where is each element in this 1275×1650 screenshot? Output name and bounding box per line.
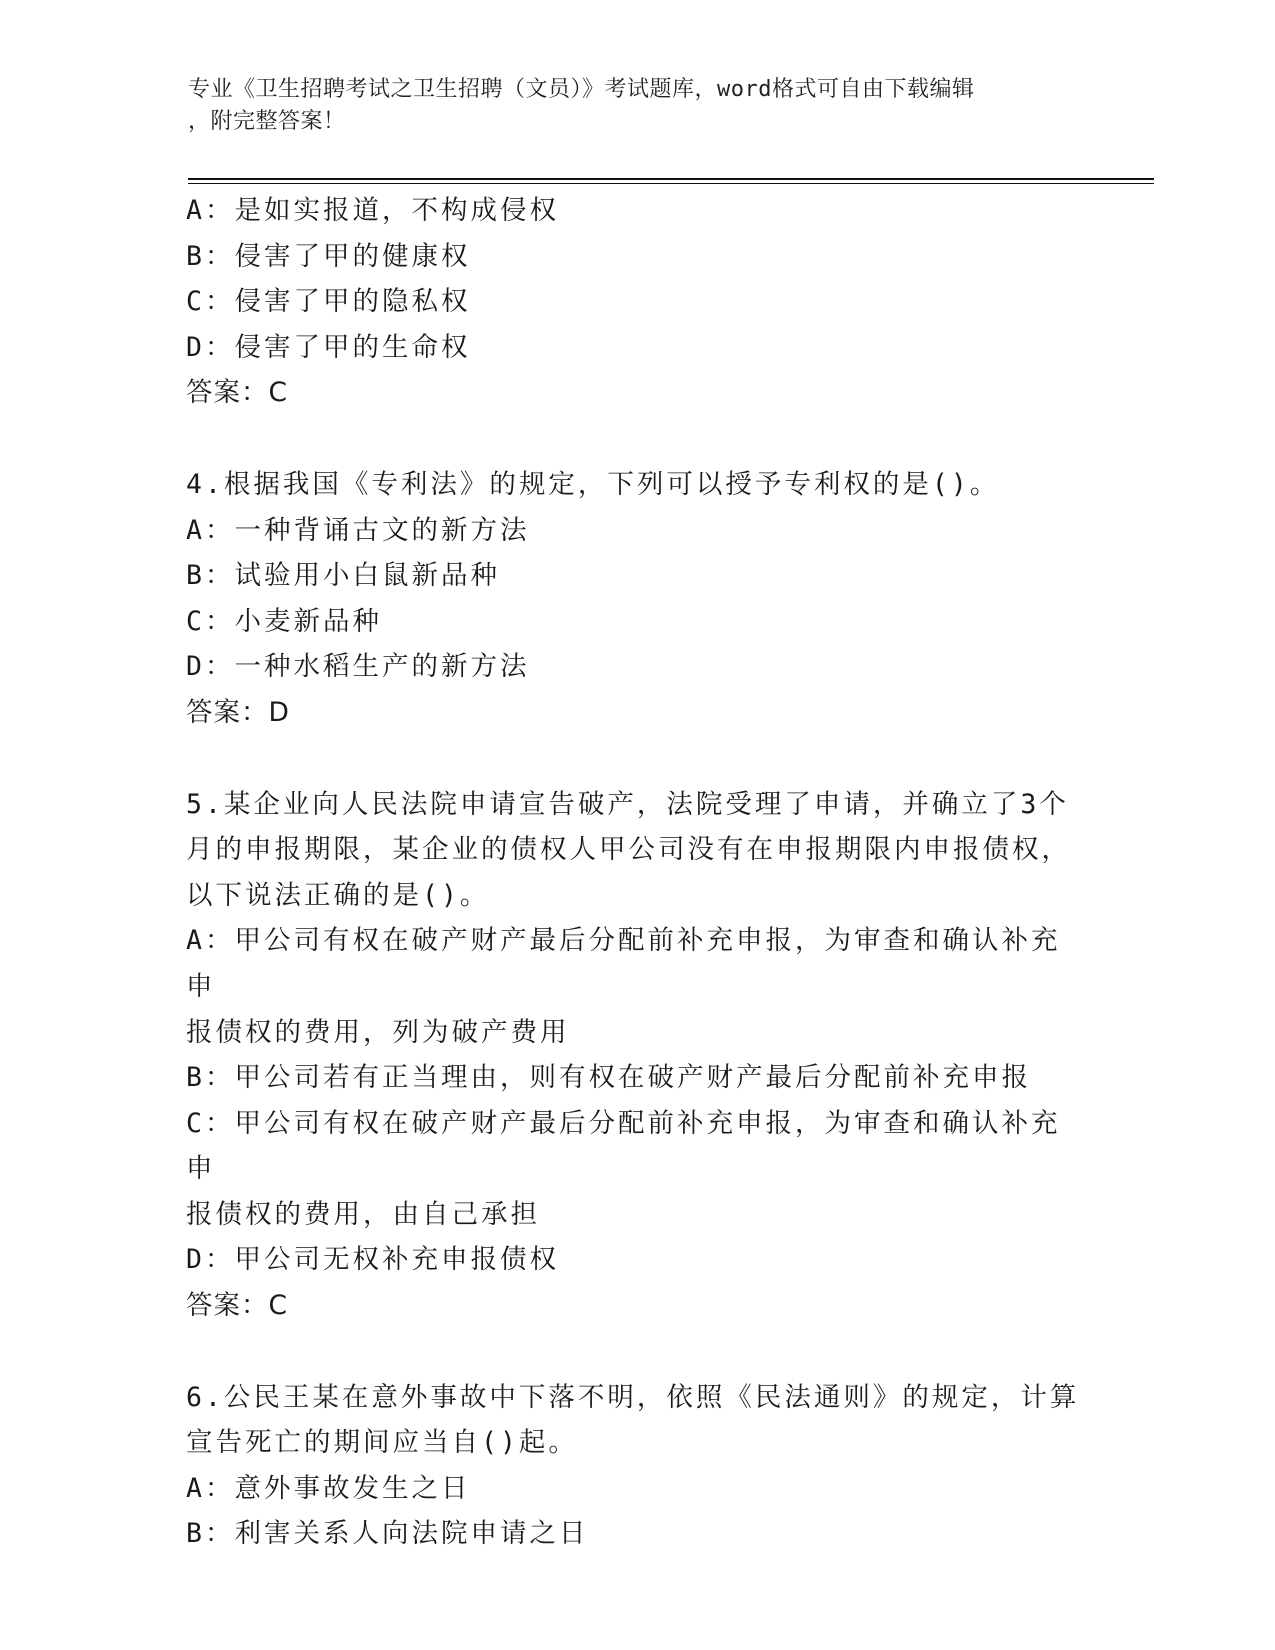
option-d: D：侵害了甲的生命权 <box>186 331 471 363</box>
header-line-1: 专业《卫生招聘考试之卫生招聘（文员）》考试题库，word格式可自由下载编辑 <box>188 77 975 102</box>
spacer <box>186 736 1086 782</box>
option-c: C：小麦新品种 <box>186 605 382 637</box>
question-text-line-3: 以下说法正确的是()。 <box>186 879 490 911</box>
answer: 答案：C <box>186 1290 289 1322</box>
spacer <box>186 416 1086 462</box>
header-line-2: ，附完整答案！ <box>188 109 346 134</box>
question-3-tail <box>186 188 1086 416</box>
option-b: B：甲公司若有正当理由，则有权在破产财产最后分配前补充申报 <box>186 1062 1031 1094</box>
option-a-line-2: 报债权的费用，列为破产费用 <box>186 1016 570 1048</box>
question-text-line-1: 5.某企业向人民法院申请宣告破产，法院受理了申请，并确立了3个 <box>186 788 1069 820</box>
option-a: A：意外事故发生之日 <box>186 1472 471 1504</box>
option-a: A：一种背诵古文的新方法 <box>186 514 530 546</box>
option-b: B：利害关系人向法院申请之日 <box>186 1518 589 1550</box>
option-a: A：是如实报道，不构成侵权 <box>186 195 559 226</box>
question-text-line-1: 6.公民王某在意外事故中下落不明，依照《民法通则》的规定，计算 <box>186 1381 1080 1413</box>
question-4 <box>186 462 1086 736</box>
option-b: B：侵害了甲的健康权 <box>186 240 471 272</box>
question-content <box>186 188 1086 1557</box>
answer: 答案：C <box>186 377 289 409</box>
option-d: D：甲公司无权补充申报债权 <box>186 1244 559 1276</box>
option-c: C：侵害了甲的隐私权 <box>186 286 471 318</box>
option-d: D：一种水稻生产的新方法 <box>186 651 530 683</box>
option-c-line-1: C：甲公司有权在破产财产最后分配前补充申报，为审查和确认补充申 <box>186 1107 1061 1185</box>
question-text-line-2: 月的申报期限，某企业的债权人甲公司没有在申报期限内申报债权， <box>186 834 1071 866</box>
question-5 <box>186 782 1086 1329</box>
header-rule-thin <box>188 183 1154 184</box>
spacer <box>186 1329 1086 1375</box>
answer: 答案：D <box>186 696 290 728</box>
option-a-line-1: A：甲公司有权在破产财产最后分配前补充申报，为审查和确认补充申 <box>186 925 1061 1002</box>
header-rule-thick <box>188 178 1154 180</box>
question-text: 4.根据我国《专利法》的规定，下列可以授予专利权的是()。 <box>186 468 1000 500</box>
option-c-line-2: 报债权的费用，由自己承担 <box>186 1198 540 1230</box>
document-header <box>188 74 1078 138</box>
option-b: B：试验用小白鼠新品种 <box>186 560 500 592</box>
question-text-line-2: 宣告死亡的期间应当自()起。 <box>186 1427 578 1459</box>
question-6 <box>186 1375 1086 1557</box>
